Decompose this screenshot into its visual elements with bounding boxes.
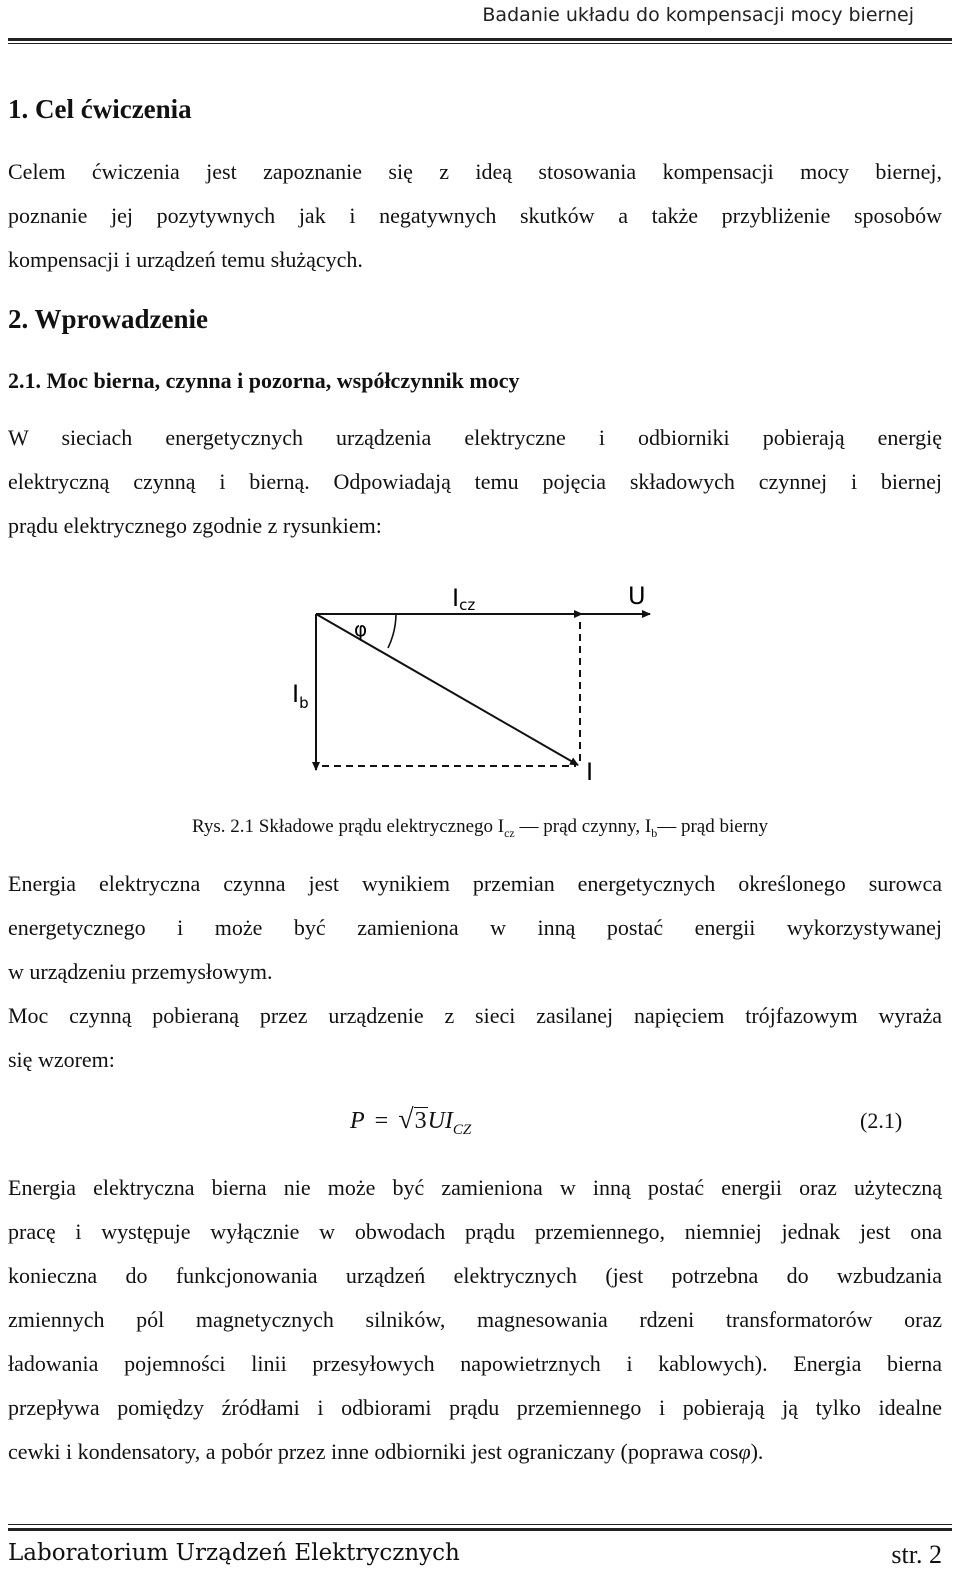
paragraph-power-intro xyxy=(8,416,942,548)
section-heading-goal: 1. Cel ćwiczenia xyxy=(8,94,192,124)
phasor-diagram xyxy=(280,570,680,795)
text-line: przepływa pomiędzy źródłami i odbiorami prądu przemiennego i pobierają ją tylko idealne xyxy=(8,1395,942,1420)
formula-number: (2.1) xyxy=(860,1108,903,1133)
text-line: pracę i występuje wyłącznie w obwodach prądu przemiennego, niemniej jednak jest ona xyxy=(8,1219,942,1244)
text-line: elektryczną czynną i bierną. Odpowiadają temu pojęcia składowych czynnej i biernej xyxy=(8,469,942,494)
paragraph-active-power xyxy=(8,994,942,1082)
subsection-heading-power: 2.1. Moc bierna, czynna i pozorna, współczynnik mocy xyxy=(8,368,520,393)
section-heading-intro: 2. Wprowadzenie xyxy=(8,304,209,334)
label-icz: Icz xyxy=(452,584,476,614)
angle-arc xyxy=(388,614,396,648)
running-header: Badanie układu do kompensacji mocy biernej xyxy=(482,4,914,26)
label-i: I xyxy=(586,758,594,786)
figure-caption: Rys. 2.1 Składowe prądu elektrycznego $I_{cz}$ — prąd czynny, $I_b—$ prąd bierny xyxy=(191,816,769,840)
header-rule-thin xyxy=(8,43,952,44)
formula-active-power: $P = √3UI_{CZ}$ xyxy=(350,1104,472,1138)
text-line: energetycznego i może być zamieniona w inną postać energii wykorzystywanej xyxy=(8,915,942,940)
text-line: Celem ćwiczenia jest zapoznanie się z ideą stosowania kompensacji mocy biernej, xyxy=(8,159,942,184)
text-line: kompensacji i urządzeń temu służących. xyxy=(8,247,363,272)
text-line: się wzorem: xyxy=(8,1047,115,1072)
text-line: poznanie jej pozytywnych jak i negatywnych skutków a także przybliżenie sposobów xyxy=(8,203,942,228)
label-u: U xyxy=(628,582,646,610)
paragraph-goal xyxy=(8,150,942,282)
text-line: w urządzeniu przemysłowym. xyxy=(8,959,273,984)
label-ib: $I_b$ xyxy=(292,680,309,712)
text-line: zmiennych pól magnetycznych silników, magnesowania rdzeni transformatorów oraz xyxy=(8,1307,942,1332)
text-line: ładowania pojemności linii przesyłowych napowietrznych i kablowych). Energia bierna xyxy=(8,1351,942,1376)
page-number: str. 2 xyxy=(891,1540,942,1569)
text-line: konieczna do funkcjonowania urządzeń elektrycznych (jest potrzebna do wzbudzania xyxy=(8,1263,942,1288)
text-line: Energia elektryczna bierna nie może być zamieniona w inną postać energii oraz użyteczną xyxy=(8,1175,942,1200)
text-line: Energia elektryczna czynna jest wynikiem przemian energetycznych określonego surowca xyxy=(8,871,942,896)
header-rule xyxy=(8,38,952,41)
paragraph-reactive-energy xyxy=(8,1166,942,1474)
footer-lab-name: Laboratorium Urządzeń Elektrycznych xyxy=(8,1540,460,1566)
text-line: cewki i kondensatory, a pobór przez inne odbiorniki jest ograniczany (poprawa cosφ). xyxy=(8,1439,764,1464)
text-line: prądu elektrycznego zgodnie z rysunkiem: xyxy=(8,513,382,538)
text-line: W sieciach energetycznych urządzenia elektryczne i odbiorniki pobierają energię xyxy=(8,425,942,450)
text-line: Moc czynną pobieraną przez urządzenie z sieci zasilanej napięciem trójfazowym wyraża xyxy=(8,1003,942,1028)
paragraph-active-energy xyxy=(8,862,942,994)
label-phi: φ xyxy=(354,617,368,641)
footer-rule xyxy=(8,1528,952,1531)
footer-rule-thin xyxy=(8,1524,952,1525)
